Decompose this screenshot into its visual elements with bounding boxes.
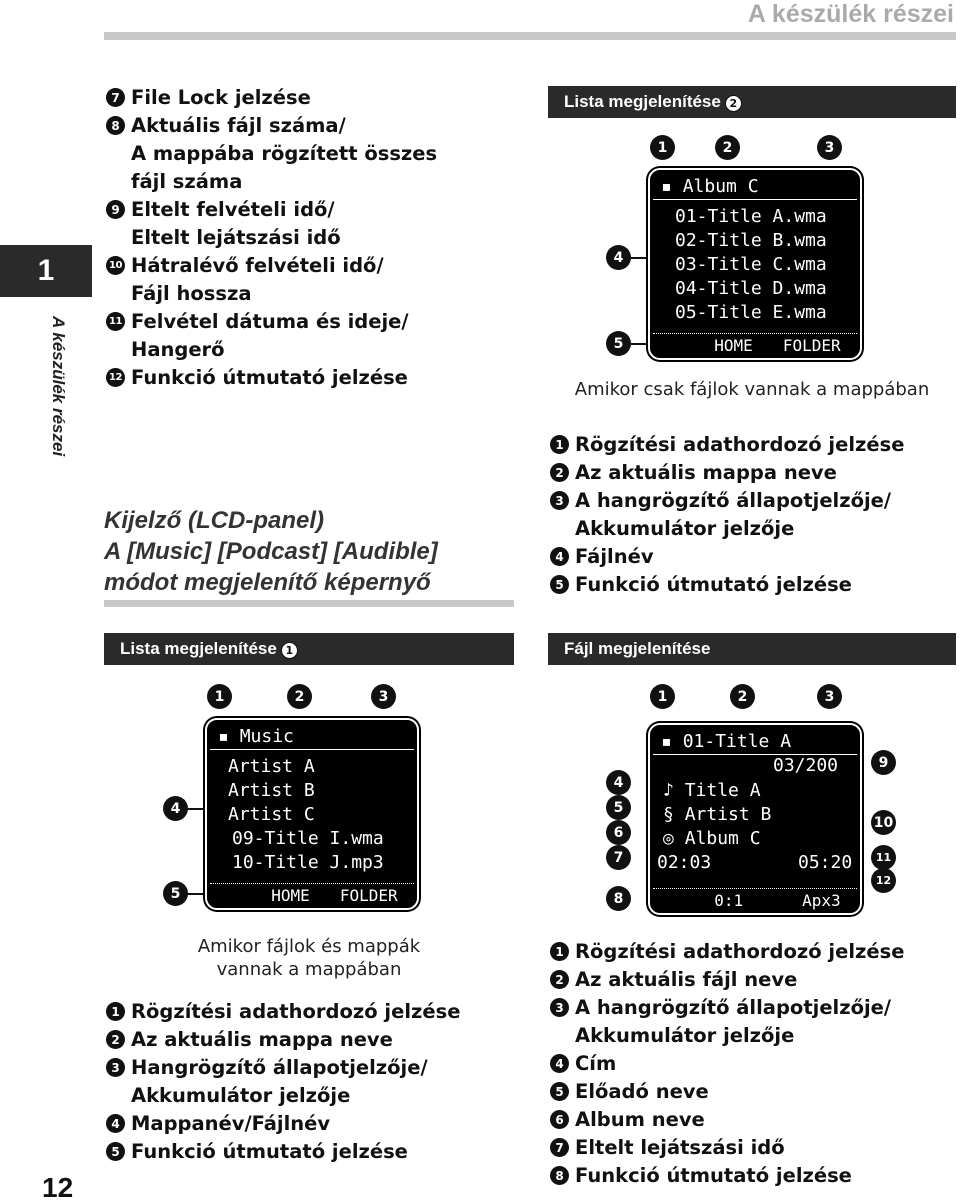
leader-line <box>187 808 207 810</box>
list-item-text: Funkció útmutató jelzése <box>131 366 408 389</box>
chapter-side-label: A készülék részei <box>49 316 68 457</box>
number-badge: 5 <box>106 1142 125 1161</box>
bar-label: Lista megjelenítése <box>564 92 721 111</box>
list-item-text: Mappanév/Fájlnév <box>131 1112 331 1135</box>
list-item <box>550 1050 904 1078</box>
lcd-title-row: ▪ Music <box>218 726 294 747</box>
callout-11: 11 <box>871 845 896 870</box>
lcd-row: 04-Title D.wma <box>675 278 827 299</box>
lcd-divider <box>653 199 857 200</box>
heading-rule <box>104 600 514 607</box>
list-item-text: Funkció útmutató jelzése <box>575 573 852 596</box>
number-badge: 2 <box>550 463 569 482</box>
lcd-row: 05-Title E.wma <box>675 302 827 323</box>
list-item-text: Eltelt lejátszási idő <box>575 1136 785 1159</box>
list-item <box>106 364 437 392</box>
heading-line: Kijelző (LCD-panel) <box>104 507 324 534</box>
lcd-screen-list1 <box>207 720 417 908</box>
caption-list2: Amikor csak fájlok vannak a mappában <box>574 379 930 400</box>
number-badge: 12 <box>106 368 125 387</box>
list-item-text: Az aktuális fájl neve <box>575 968 798 991</box>
lcd-function-right: Apx3 <box>802 891 841 910</box>
list-item <box>106 998 460 1026</box>
lcd-row: ♪ Title A <box>663 780 761 801</box>
lcd-function-left: HOME <box>271 886 310 905</box>
list-item-text: File Lock jelzése <box>131 86 311 109</box>
lcd-row-text: Title A <box>684 780 761 801</box>
list-item-text: Az aktuális mappa neve <box>575 461 837 484</box>
list-item <box>550 571 904 599</box>
list-item-text: Hangerő <box>131 338 225 361</box>
list-item <box>550 1134 904 1162</box>
lcd-row: Artist A <box>228 756 315 777</box>
number-badge: 1 <box>550 942 569 961</box>
lcd-title: 01-Title A <box>682 731 792 752</box>
lcd-row: 10-Title J.mp3 <box>232 852 384 873</box>
lcd-function-right: FOLDER <box>782 336 841 355</box>
list-item <box>550 543 904 571</box>
list-item-text: Akkumulátor jelzője <box>575 1024 795 1047</box>
callout-12: 12 <box>871 868 896 893</box>
callout-2: 2 <box>715 135 740 160</box>
callout-1: 1 <box>650 684 675 709</box>
callout-4: 4 <box>606 245 631 270</box>
callout-10: 10 <box>871 810 896 835</box>
list-item-text: Előadó neve <box>575 1080 709 1103</box>
lcd-row: Artist B <box>228 780 315 801</box>
lcd-function-bar <box>210 883 414 905</box>
list-item <box>106 1026 460 1054</box>
number-badge: 4 <box>550 547 569 566</box>
lcd-screen-list2 <box>650 170 860 358</box>
number-badge: 1 <box>550 435 569 454</box>
list-item <box>106 112 437 196</box>
list-item-text: fájl száma <box>131 170 243 193</box>
legend-file <box>550 938 904 1190</box>
bar-label: Fájl megjelenítése <box>564 639 711 658</box>
callout-1: 1 <box>650 135 675 160</box>
list-item <box>550 1078 904 1106</box>
heading-line: módot megjelenítő képernyő <box>104 569 431 596</box>
list-item <box>106 1138 460 1166</box>
list-item <box>106 1054 460 1110</box>
number-badge: 1 <box>106 1002 125 1021</box>
lcd-row: 03-Title C.wma <box>675 254 827 275</box>
lcd-elapsed-time: 02:03 <box>657 852 712 873</box>
leader-line <box>630 343 650 345</box>
list-item-text: Cím <box>575 1052 617 1075</box>
number-badge: 9 <box>106 200 125 219</box>
number-badge: 2 <box>550 970 569 989</box>
number-badge: 3 <box>106 1058 125 1077</box>
lcd-row: 01-Title A.wma <box>675 206 827 227</box>
list-item <box>106 252 437 308</box>
callout-5: 5 <box>163 881 188 906</box>
section-heading <box>104 505 438 598</box>
header-rule <box>104 32 956 40</box>
callout-2: 2 <box>730 684 755 709</box>
callout-3: 3 <box>817 135 842 160</box>
list-item-text: Akkumulátor jelzője <box>575 517 795 540</box>
lcd-row: 02-Title B.wma <box>675 230 827 251</box>
list-item-text: Hangrögzítő állapotjelzője/ <box>131 1056 428 1079</box>
leader-line <box>187 893 207 895</box>
heading-line: A [Music] [Podcast] [Audible] <box>104 538 438 565</box>
legend-list2 <box>550 431 904 599</box>
number-badge: 3 <box>550 998 569 1017</box>
lcd-title: Music <box>239 726 294 747</box>
callout-7: 7 <box>606 845 631 870</box>
list-item-text: Az aktuális mappa neve <box>131 1028 393 1051</box>
number-badge: 8 <box>550 1166 569 1185</box>
list-item <box>550 459 904 487</box>
section-bar-list2 <box>548 86 956 118</box>
leader-line <box>630 257 650 259</box>
callout-1: 1 <box>207 684 232 709</box>
lcd-file-count: 03/200 <box>773 755 839 776</box>
list-item-text: Aktuális fájl száma/ <box>131 114 346 137</box>
lcd-function-right: FOLDER <box>339 886 398 905</box>
number-badge: 10 <box>106 256 125 275</box>
list-item-text: Funkció útmutató jelzése <box>575 1164 852 1187</box>
number-badge: 8 <box>106 116 125 135</box>
list-item-text: Rögzítési adathordozó jelzése <box>575 433 905 456</box>
lcd-screen-file <box>650 725 860 913</box>
list-item-text: Rögzítési adathordozó jelzése <box>131 1000 461 1023</box>
number-badge: 4 <box>106 1114 125 1133</box>
callout-2: 2 <box>287 684 312 709</box>
list-item-text: Hátralévő felvételi idő/ <box>131 254 384 277</box>
list-item <box>550 938 904 966</box>
list-item-text: Eltelt lejátszási idő <box>131 226 341 249</box>
callout-9: 9 <box>871 750 896 775</box>
lcd-function-left: HOME <box>714 336 753 355</box>
list-item-text: Rögzítési adathordozó jelzése <box>575 940 905 963</box>
callout-6: 6 <box>606 820 631 845</box>
top-legend-list <box>106 84 437 392</box>
callout-4: 4 <box>606 770 631 795</box>
lcd-title: Album C <box>682 176 759 197</box>
number-badge: 3 <box>550 491 569 510</box>
number-badge: 6 <box>550 1110 569 1129</box>
caption-line: Amikor fájlok és mappák <box>197 936 421 957</box>
list-item-text: Fájl hossza <box>131 282 252 305</box>
callout-8: 8 <box>606 886 631 911</box>
lcd-function-left: 0:1 <box>714 891 744 910</box>
number-badge: 4 <box>550 1054 569 1073</box>
callout-3: 3 <box>817 684 842 709</box>
list-item-text: Felvétel dátuma és ideje/ <box>131 310 409 333</box>
number-badge: 7 <box>106 88 125 107</box>
section-bar-file <box>548 633 956 665</box>
lcd-row: § Artist B <box>663 804 772 825</box>
number-badge: 5 <box>550 1082 569 1101</box>
lcd-function-bar <box>653 888 857 910</box>
bar-label: Lista megjelenítése <box>120 639 277 658</box>
list-item <box>550 431 904 459</box>
lcd-row-text: Artist B <box>684 804 772 825</box>
list-item <box>106 308 437 364</box>
lcd-total-time: 05:20 <box>798 852 853 873</box>
lcd-row-text: Album C <box>684 828 761 849</box>
number-badge: 7 <box>550 1138 569 1157</box>
page-header-title: A készülék részei <box>747 0 954 28</box>
callout-3: 3 <box>371 684 396 709</box>
list-item-text: Album neve <box>575 1108 705 1131</box>
list-item <box>550 487 904 543</box>
list-item-text: A hangrögzítő állapotjelzője/ <box>575 996 892 1019</box>
lcd-row: 09-Title I.wma <box>232 828 384 849</box>
caption-line: vannak a mappában <box>216 959 402 980</box>
number-badge: 11 <box>106 312 125 331</box>
number-badge: 2 <box>106 1030 125 1049</box>
list-item-text: A hangrögzítő állapotjelzője/ <box>575 489 892 512</box>
page-number: 12 <box>42 1172 74 1201</box>
list-item-text: Akkumulátor jelzője <box>131 1084 351 1107</box>
list-item <box>106 84 437 112</box>
list-item <box>550 1162 904 1190</box>
list-item-text: Eltelt felvételi idő/ <box>131 198 335 221</box>
lcd-title-row: ▪ Album C <box>661 176 759 197</box>
list-item <box>106 196 437 252</box>
number-badge: 1 <box>281 642 298 659</box>
lcd-row: Artist C <box>228 804 315 825</box>
number-badge: 5 <box>550 575 569 594</box>
list-item-text: A mappába rögzített összes <box>131 142 438 165</box>
list-item <box>550 1106 904 1134</box>
chapter-tab: 1 <box>0 245 92 297</box>
list-item <box>550 966 904 994</box>
list-item-text: Funkció útmutató jelzése <box>131 1140 408 1163</box>
lcd-function-bar <box>653 333 857 355</box>
number-badge: 2 <box>725 95 742 112</box>
list-item <box>550 994 904 1050</box>
lcd-row: ◎ Album C <box>663 828 761 849</box>
callout-4: 4 <box>163 796 188 821</box>
caption-list1 <box>104 935 514 981</box>
list-item <box>106 1110 460 1138</box>
callout-5: 5 <box>606 331 631 356</box>
section-bar-list1 <box>104 633 514 665</box>
callout-5: 5 <box>606 795 631 820</box>
list-item-text: Fájlnév <box>575 545 654 568</box>
legend-list1 <box>106 998 460 1166</box>
lcd-divider <box>210 749 414 750</box>
lcd-title-row: ▪ 01-Title A <box>661 731 792 752</box>
